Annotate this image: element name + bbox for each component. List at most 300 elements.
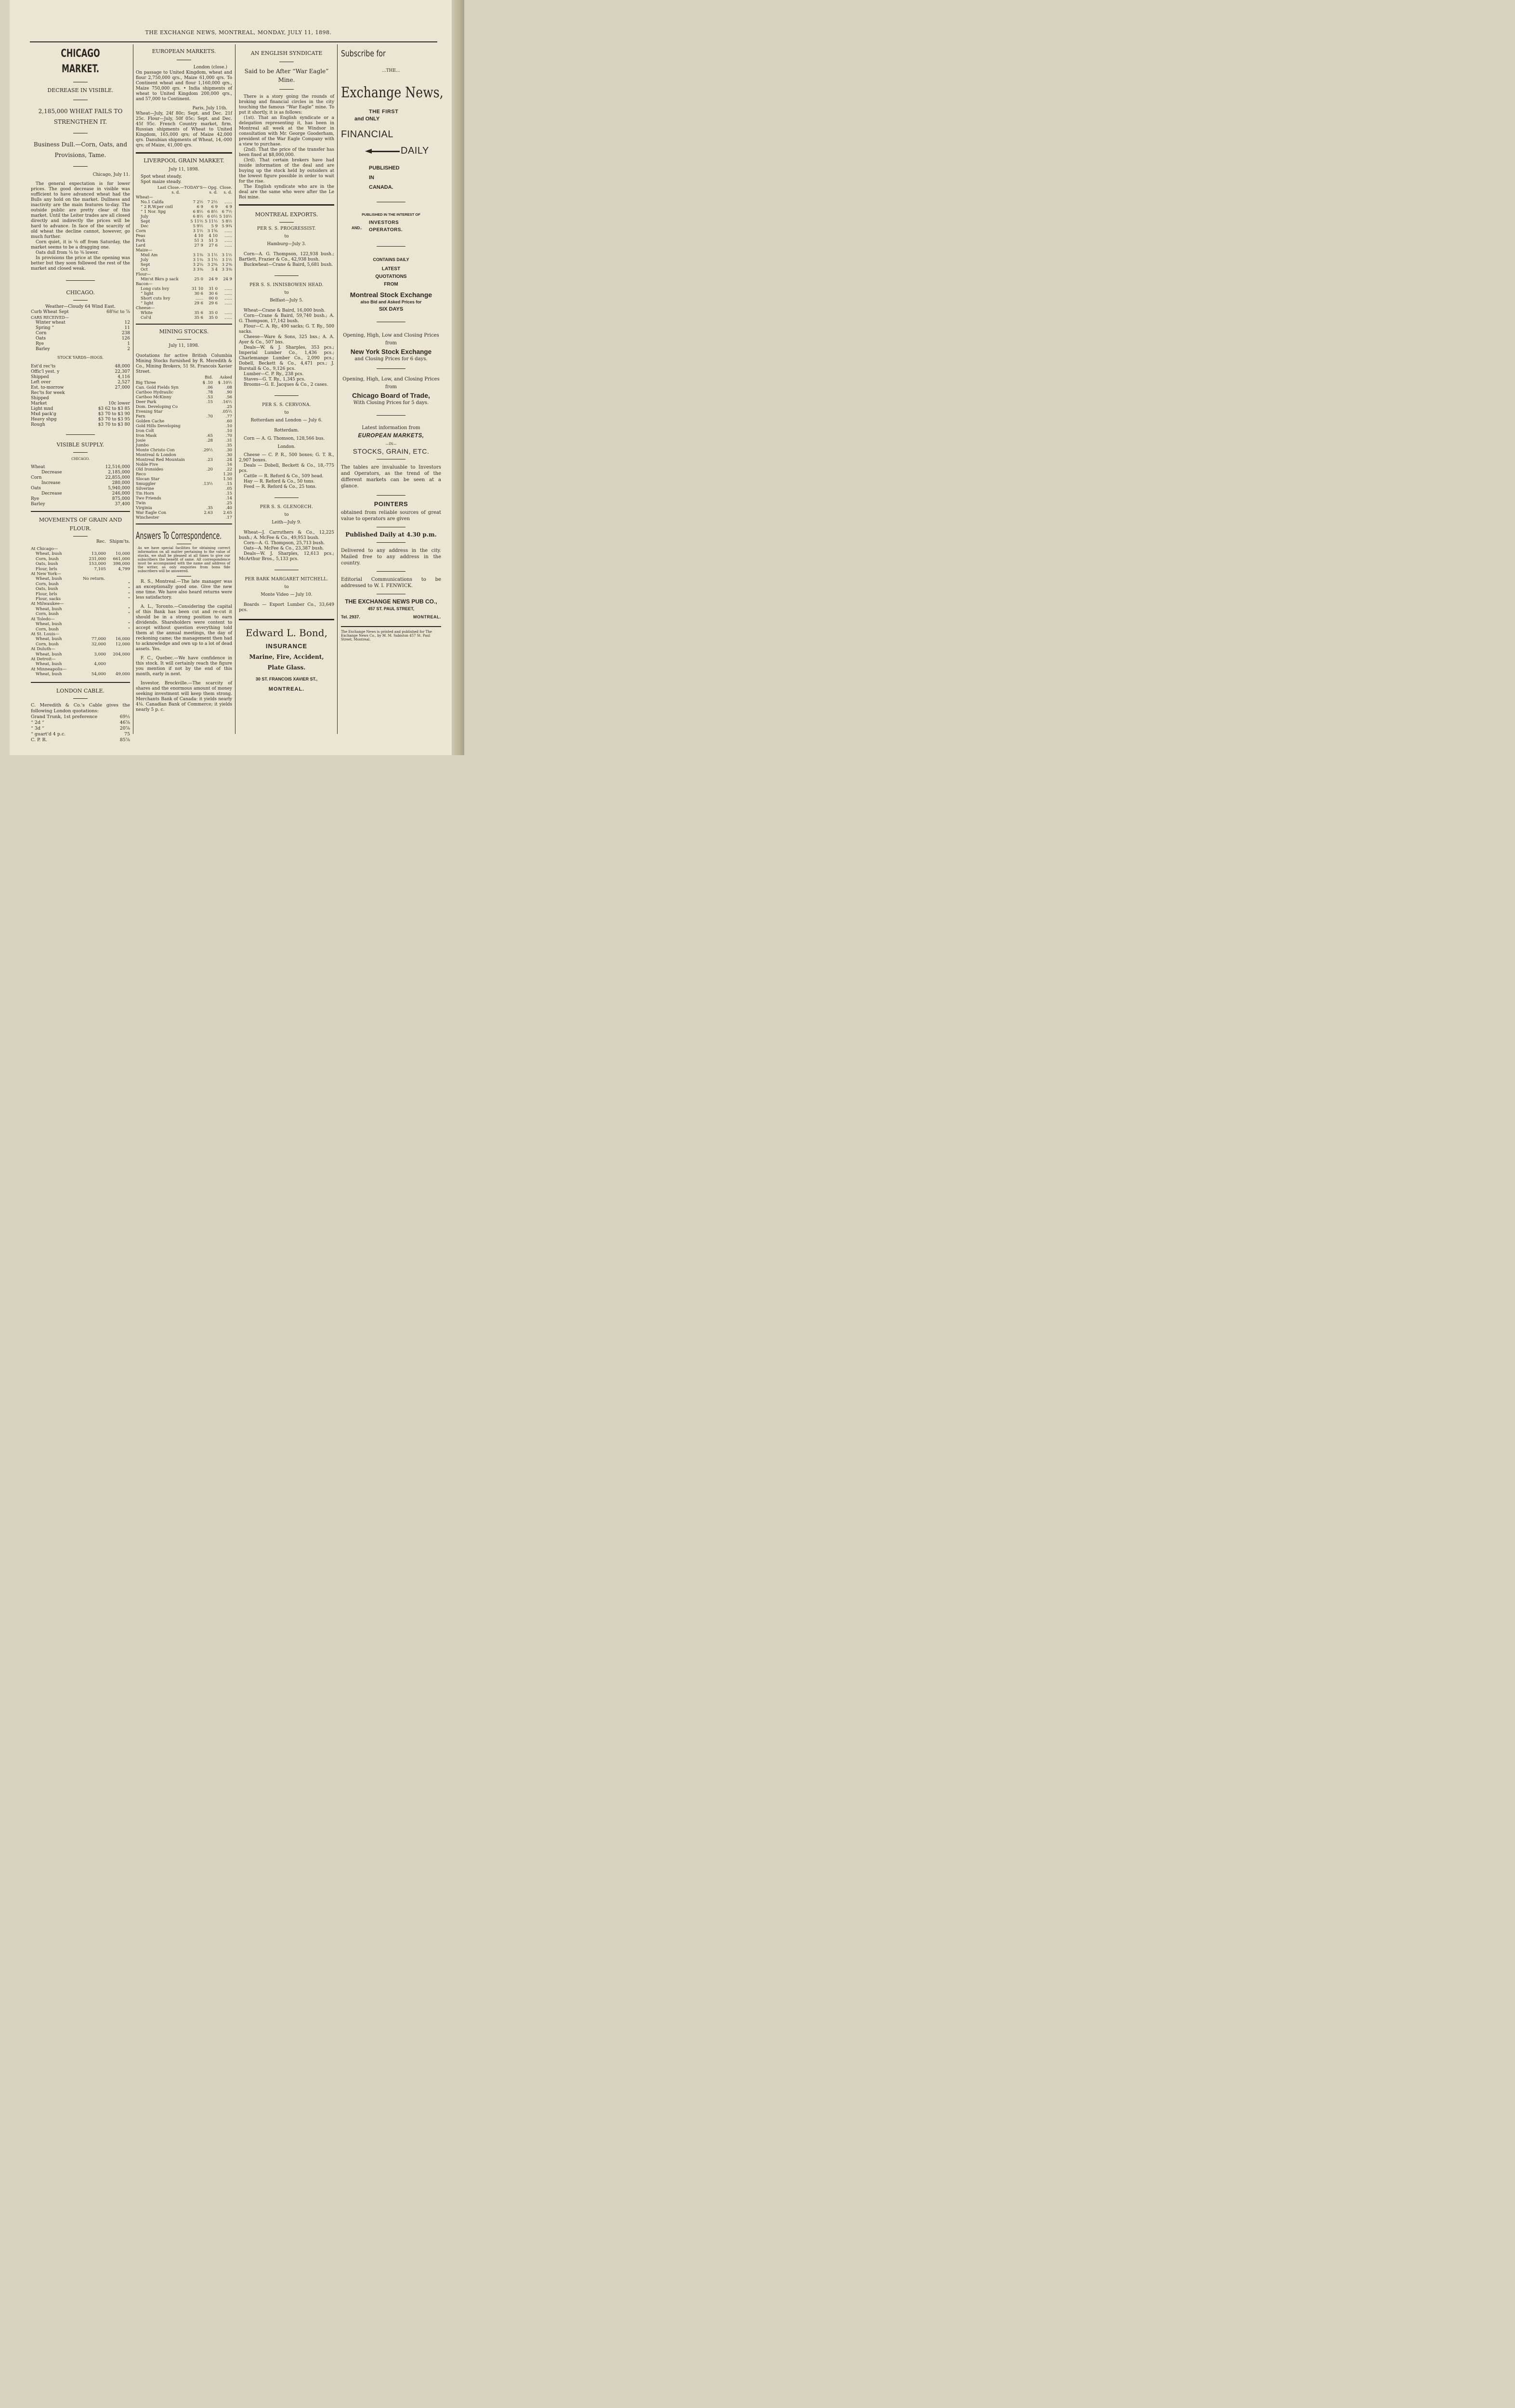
bid-value: .70 (206, 414, 213, 419)
row-value: 29 6 (209, 301, 218, 305)
table-row (31, 347, 130, 352)
syndicate-heading: AN ENGLISH SYNDICATE (250, 50, 323, 56)
table-row (136, 281, 232, 286)
table-row (136, 476, 232, 481)
row-value: 27 6 (209, 243, 218, 248)
table-row (31, 486, 130, 491)
answer: F. C., Quebec.—We have confidence in this stock. It will certainly reach the figure you mention if not by the end of this month, early in next. (136, 656, 232, 677)
table-row (136, 433, 232, 438)
arrow-head-icon (365, 149, 372, 154)
row-value: 51 3 (194, 238, 203, 243)
rec-value (76, 582, 106, 587)
row-value (189, 305, 203, 310)
row-value: 3 1½ (207, 252, 218, 257)
table-row (136, 233, 232, 238)
row-label: Decrease (41, 491, 62, 496)
stock-name: Tin Horn (136, 491, 155, 496)
table-row (31, 714, 130, 720)
asked-header: Asked (220, 375, 232, 380)
bid-value: .06 (206, 385, 213, 390)
editorial-text: Editorial Communications to be addressed to W. I. FENWICK. (341, 577, 441, 589)
bond-types: Marine, Fire, Accident, Plate Glass. (249, 654, 324, 671)
port-label: Rotterdam. (274, 428, 299, 433)
bid-value (196, 462, 213, 467)
row-value: 5 10½ (219, 214, 232, 219)
contains-daily: CONTAINS DAILY (373, 257, 409, 262)
stock-name: Dom. Developing Co (136, 404, 178, 409)
shipments-value: 12,000 (115, 641, 130, 647)
bid-value: .35 (206, 505, 213, 510)
table-row (31, 551, 130, 556)
published: PUBLISHED (369, 165, 400, 171)
table-row (136, 310, 232, 315)
row-label: White (141, 310, 153, 315)
row-value: ...... (224, 199, 232, 204)
stock-name: Josie (136, 438, 146, 443)
table-row (136, 305, 232, 310)
stock-name: Two Friends (136, 496, 161, 500)
asked-value: 1.20 (223, 471, 232, 476)
export-item: Cheese—Ware & Sons, 325 bxs.; A. A. Ayer & Co., 507 bxs. (239, 335, 334, 345)
shipments-value: “ (128, 627, 130, 632)
row-value: 3 1⅝ (207, 228, 218, 233)
row-value: ...... (224, 310, 232, 315)
asked-value: .77 (225, 414, 232, 419)
story-paragraph: There is a story going the rounds of broking and financial circles in the city touching the famous “War Eagle” mine. To put it shortly, it is as follows: (239, 94, 334, 115)
ship-name: PER S. S. PROGRESSIST. (257, 226, 316, 231)
asked-value: .15 (225, 491, 232, 496)
table-row (31, 465, 130, 470)
bid-value (196, 486, 213, 491)
story-paragraph: The English syndicate who are in the deal are the same who were after the Le Roi mine. (239, 184, 334, 200)
row-value: 31 10 (192, 286, 203, 291)
row-label: Rye (36, 341, 44, 346)
row-label: Oats (36, 336, 46, 341)
rec-value (76, 632, 106, 637)
answers-list (136, 579, 232, 713)
shipments-value: 10,000 (115, 551, 130, 557)
arrow-line (371, 151, 400, 152)
row-value (82, 391, 130, 396)
row-value (218, 248, 232, 252)
tables-text: The tables are invaluable to Investors and Operators, as the trend of the different markets can be seen at a glance. (341, 465, 441, 489)
stock-name: Twin (136, 500, 146, 505)
table-row (136, 385, 232, 390)
row-label: Corn (31, 475, 42, 480)
subscribe-for: Subscribe for (341, 49, 386, 59)
row-value: ...... (224, 301, 232, 305)
rec-value (76, 592, 106, 597)
rec-value (76, 572, 106, 576)
shipments-value (106, 632, 130, 637)
row-value: $3 70 to $3 95 (98, 417, 130, 422)
montreal-stock-exchange: Montreal Stock Exchange (350, 291, 432, 299)
syndicate-subheading: Said to be After “War Eagle” Mine. (244, 68, 329, 83)
row-value: 85⅞ (119, 737, 130, 743)
street-address: 457 ST. PAUL STREET, (367, 606, 415, 611)
row-label: Col'd (141, 315, 151, 320)
shipments-value (106, 617, 130, 622)
table-row (31, 417, 130, 422)
rec-value (76, 612, 106, 616)
export-item: Wheat—Crane & Baird, 16,000 bush. (244, 308, 326, 313)
row-value: 3 1⅜ (193, 252, 203, 257)
stock-name: Cariboo Hydraulic (136, 390, 174, 394)
bid-value (196, 476, 213, 481)
row-value: 22,307 (115, 369, 130, 374)
table-row (31, 502, 130, 507)
from: FROM (384, 282, 398, 287)
table-row (31, 582, 130, 587)
the-label: ...THE... (382, 68, 400, 73)
bid-value: .20 (206, 467, 213, 471)
row-label: Oct (141, 267, 148, 272)
row-value: 5 9 (211, 223, 218, 228)
export-item: Corn—A. G. Thompson, 25,713 bush. (244, 541, 325, 546)
ship-name: PER S. S. INNISBOWEN HEAD. (249, 283, 324, 288)
liverpool-table (136, 195, 232, 320)
stocks-grain-etc: STOCKS, GRAIN, ETC. (353, 447, 430, 455)
table-row (31, 385, 130, 391)
rec-value: 7,105 (94, 566, 106, 572)
table-row (136, 248, 232, 252)
latest-information: Latest information from (362, 425, 420, 431)
row-label: Wheat, bush (36, 672, 62, 677)
row-label: Light mxd (31, 406, 53, 411)
row-label: At Toledo— (31, 616, 55, 622)
masthead-rule (30, 41, 437, 42)
bid-value (196, 496, 213, 500)
row-value: 00 0 (209, 296, 218, 301)
row-value (189, 272, 203, 276)
table-row (31, 657, 130, 662)
table-row (136, 419, 232, 423)
table-row (136, 486, 232, 491)
table-row (136, 438, 232, 443)
row-label: Winter wheat (36, 320, 65, 325)
table-row (136, 315, 232, 320)
page-edge (452, 0, 464, 755)
row-value: 3 1½ (222, 252, 232, 257)
asked-value: .08 (225, 385, 232, 390)
row-value: 27,000 (115, 385, 130, 390)
row-value: ...... (196, 296, 203, 301)
row-value: 5 8½ (222, 219, 232, 223)
shipments-value: “ (128, 587, 130, 592)
row-value (203, 272, 218, 276)
asked-value: .22 (225, 467, 232, 471)
row-label: Flour, brls (36, 591, 57, 597)
printed-by-note: The Exchange News is printed and published for The Exchange News Co., by M. M. Sabiston 457 St. Paul Street, Montreal. (341, 630, 432, 641)
row-label: Pork (136, 238, 145, 243)
curb-label: Curb Wheat Sept (31, 310, 69, 314)
london-close-line: London (close.) (193, 65, 227, 70)
row-value: 25 0 (194, 276, 203, 281)
rec-header: Rec. (96, 539, 106, 544)
rec-value (76, 602, 106, 606)
table-row (136, 214, 232, 219)
table-row (31, 331, 130, 336)
table-row (31, 622, 130, 627)
table-row (136, 394, 232, 399)
row-label: Long cuts hvy (141, 286, 170, 291)
table-row (136, 262, 232, 267)
report-paragraph: In provisions the price at the opening was better but they soon followed the rest of the market and closed weak. (31, 256, 130, 271)
bid-value (196, 428, 213, 433)
table-row (31, 375, 130, 380)
stock-name: Monte Christo Con (136, 447, 175, 452)
answer: R. S., Montreal.—The late manager was an exceptionally good one. Give the new one time. We have also heard returns were less satisfactory. (136, 579, 232, 600)
table-row (136, 447, 232, 452)
row-value: 3 1½ (222, 257, 232, 262)
ship-entry (239, 283, 334, 396)
rec-value: 231,000 (89, 556, 106, 562)
row-value (218, 281, 232, 286)
row-value: ...... (224, 315, 232, 320)
row-label: Wheat, bush (36, 652, 62, 657)
table-row (31, 672, 130, 677)
rec-value: 77,000 (91, 637, 106, 642)
table-row (31, 602, 130, 606)
table-row (31, 364, 130, 369)
stock-name: Slocan Star (136, 476, 160, 481)
to-label: to (284, 234, 289, 239)
row-label: Corn, bush (36, 612, 59, 617)
table-row (31, 475, 130, 481)
bond-city: MONTREAL. (268, 686, 305, 692)
visible-table (31, 465, 130, 507)
export-item: Corn — A. G. Thomson, 128,566 bus. (244, 436, 325, 441)
row-label: Sept (141, 219, 150, 223)
report-paragraph: Corn quiet, it is ⅛ off from Saturday, the market seems to be a dragging one. (31, 240, 130, 250)
table-row (136, 390, 232, 394)
table-row (136, 228, 232, 233)
table-row (31, 652, 130, 657)
asked-value: .35 (225, 443, 232, 447)
unit-label: s. d. (223, 190, 232, 195)
mining-header (136, 375, 232, 380)
row-value: 24 9 (223, 276, 232, 281)
hogs-table (31, 364, 130, 428)
row-value: 6 8½ (193, 214, 203, 219)
rec-value (76, 547, 106, 551)
export-item: Staves—G. T. Ry., 1,345 pcs. (244, 377, 306, 382)
london-table (31, 714, 130, 743)
bid-value (196, 452, 213, 457)
stock-name: Iron Mask (136, 433, 157, 438)
row-value: 2,185,000 (108, 470, 130, 475)
asked-value: .15 (225, 481, 232, 486)
stock-name: Silverine (136, 486, 154, 491)
row-label: Rough (31, 422, 45, 427)
row-value: 12,516,000 (105, 465, 130, 470)
liverpool-heading: LIVERPOOL GRAIN MARKET. (144, 157, 224, 164)
rec-value: 3,000 (94, 652, 106, 657)
bid-value: .23 (206, 457, 213, 462)
bid-value: .28 (206, 438, 213, 443)
row-label: Spring “ (36, 326, 54, 330)
row-value: 29 6 (194, 301, 203, 305)
ship-name: PER S. S. CERVONA. (262, 403, 311, 407)
chicago-heading: CHICAGO. (66, 289, 95, 296)
table-row (136, 404, 232, 409)
export-item: Corn—A. G. Thompson, 122,938 bush.; Bartlett, Frazier & Co., 42,938 bush. (239, 252, 334, 262)
table-row (136, 457, 232, 462)
liverpool-date: July 11, 1898. (169, 167, 199, 172)
ship-entry (239, 505, 334, 570)
quotations-block (341, 265, 441, 288)
table-row (136, 380, 232, 385)
table-row (136, 267, 232, 272)
answers-note: As we have special facilities for obtaining correct information on all matter pertaining to the value of stocks, we shall be pleased at all times to give our subscribers the benefit of same. All correspondence must be accompanied with the name and address of the writer, as only enquiries from bona fide subscribers will be answered. (138, 546, 230, 573)
stock-name: Noble Five (136, 462, 158, 467)
asked-value: .05 (225, 486, 232, 491)
cars-heading: CARS RECEIVED— (31, 315, 69, 320)
table-row (31, 647, 130, 652)
mining-table (136, 380, 232, 520)
row-value (203, 248, 218, 252)
row-value: 246,000 (112, 491, 130, 496)
row-value: 6 7½ (222, 209, 232, 214)
shipments-header: Shipm'ts. (109, 539, 130, 544)
row-value: 5 11½ (205, 219, 218, 223)
shipments-value (106, 662, 130, 667)
row-value: 4 10 (194, 233, 203, 238)
row-label: Wheat— (136, 195, 153, 199)
exchange-news-title: Exchange News, (341, 84, 444, 101)
table-row (31, 320, 130, 326)
row-value: $3 70 to $3 80 (98, 422, 130, 427)
asked-value: .70 (225, 433, 232, 438)
row-value: 35 6 (194, 315, 203, 320)
and-label: AND.. (352, 226, 362, 230)
row-label: Cheese— (136, 305, 155, 310)
table-row (136, 219, 232, 223)
spot-wheat: Spot wheat steady. (141, 174, 182, 179)
rec-value (76, 622, 106, 627)
table-row (31, 497, 130, 502)
stock-name: Winchester (136, 515, 159, 520)
rec-value (76, 667, 106, 672)
row-label: Barley (31, 502, 45, 507)
bid-value (196, 409, 213, 414)
table-row (136, 209, 232, 214)
export-item: Cattle — R. Reford & Co., 509 head. (244, 474, 324, 479)
row-value: 30 6 (209, 291, 218, 296)
story-paragraph: (2nd). That the price of the transfer has been fixed at $8,000,000. (239, 147, 334, 157)
investors-block (341, 220, 441, 236)
stock-name: Can. Gold Fields Syn (136, 385, 179, 390)
table-row (31, 481, 130, 486)
column-2 (136, 48, 232, 713)
shipments-value: “ (128, 597, 130, 602)
bid-value: .15 (206, 399, 213, 404)
row-label: “ 2d “ (31, 720, 44, 725)
row-label: Shipped (31, 375, 49, 380)
bid-value: .65 (206, 433, 213, 438)
rec-value: 153,000 (89, 562, 106, 567)
row-value: 3 2⅜ (207, 262, 218, 267)
in-label: —IN— (385, 442, 397, 446)
row-label: At Milwaukee— (31, 602, 64, 607)
ship-entry (239, 403, 334, 498)
table-row (31, 336, 130, 341)
chicago-report (31, 182, 130, 272)
table-row (136, 296, 232, 301)
export-item: Corn—Crane & Baird, 59,740 bush.; A. G. Thompson, 17,142 bush. (239, 314, 334, 324)
rec-value (76, 647, 106, 652)
mining-date: July 11, 1898. (169, 343, 199, 348)
asked-value: 2.65 (223, 510, 232, 515)
table-row (136, 443, 232, 447)
row-label: Short cuts hvy (141, 296, 170, 301)
bid-value: .13½ (202, 481, 213, 486)
rec-value: 4,000 (94, 662, 106, 667)
row-label: Wheat (31, 465, 45, 470)
bid-value (196, 515, 213, 520)
rec-value (76, 617, 106, 622)
table-row (136, 496, 232, 500)
row-value: 7 2½ (193, 199, 203, 204)
table-row (31, 667, 130, 672)
row-label: Offic'l yest. y (31, 369, 60, 374)
table-row (136, 409, 232, 414)
shipments-value (106, 647, 130, 652)
row-value: 126 (121, 336, 130, 341)
destination: Hamburg—July 3. (267, 242, 306, 247)
row-label: “ 3d “ (31, 725, 44, 731)
row-value: 24 9 (209, 276, 218, 281)
row-value: 7 2½ (207, 199, 218, 204)
row-label: At St. Louis— (31, 631, 60, 637)
row-label: At New York— (31, 572, 61, 577)
row-label: Sept (141, 262, 150, 267)
london-paragraph: On passage to United Kingdom, wheat and flour 2,750,000 qrs., Maize 61,000 qrs. To Continent wheat and flour 1,160,000 qrs., Maize 750,000 qrs. • India shipments of wheat to United Kingdom 200,000 qrs., and 57,000 to Continent. (136, 70, 232, 102)
shipments-value (106, 657, 130, 662)
asked-value: .90 (225, 390, 232, 394)
table-row (136, 223, 232, 228)
unit-label: s. d. (171, 190, 180, 195)
pub-co: THE EXCHANGE NEWS PUB CO., (345, 598, 437, 605)
bid-header: Bid. (205, 375, 213, 380)
latest: LATEST (381, 266, 401, 272)
bid-value (196, 500, 213, 505)
row-label: Rec'ts for week (31, 391, 65, 395)
stock-name: Virginia (136, 505, 152, 510)
row-label: Oats (31, 486, 41, 491)
asked-value: .25 (225, 404, 232, 409)
shipments-value: 398,000 (113, 562, 130, 567)
destination: Rotterdam and London — July 6. (250, 418, 323, 423)
row-value: 238 (121, 331, 130, 336)
syndicate-story (239, 94, 334, 200)
operators: OPERATORS. (369, 227, 403, 233)
row-value: 2 (127, 347, 130, 352)
row-label: Flour, brls (36, 566, 57, 572)
row-label: Est'd rec'ts (31, 364, 56, 369)
table-row (31, 547, 130, 551)
close-header: Close. (219, 185, 232, 190)
asked-value: .31 (225, 438, 232, 443)
weather-line: Weather—Cloudy 64 Wind East. (45, 304, 116, 309)
mining-intro: Quotations for active British Columbia Mining Stocks furnished by R. Meredith & Co., Mining Brokers, 51 St. Francois Xavier Street. (136, 353, 232, 374)
bid-value: 2.63 (204, 510, 213, 515)
row-value: 75 (124, 731, 130, 737)
row-value: ...... (224, 243, 232, 248)
asked-value: .60 (225, 419, 232, 423)
export-item: Lumber—C. P. Ry., 238 pcs. (244, 372, 304, 377)
asked-value: .24 (225, 457, 232, 462)
